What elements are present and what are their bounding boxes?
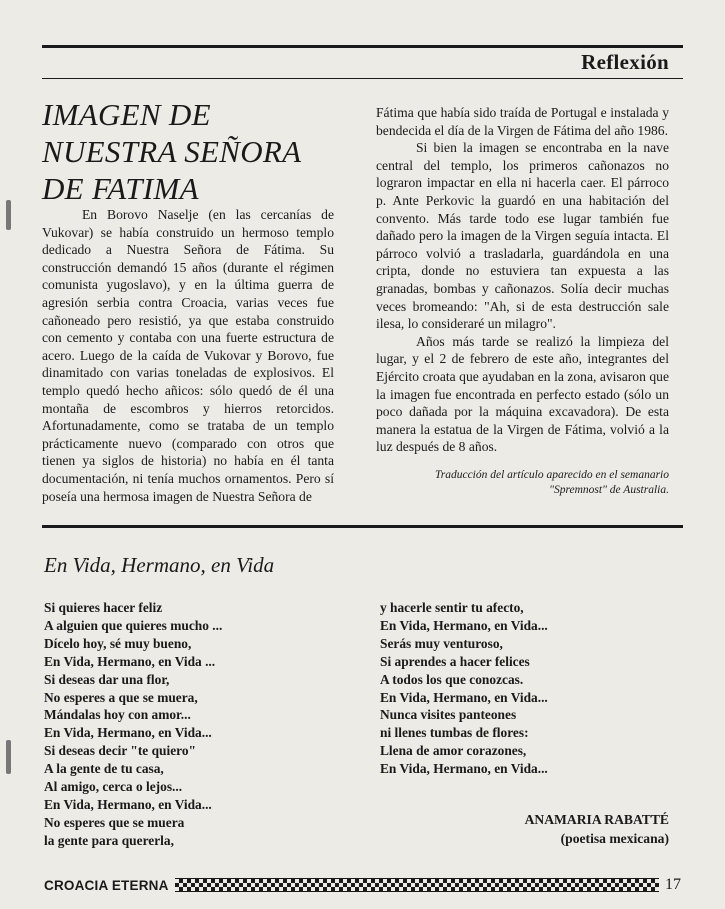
page-number: 17	[665, 876, 681, 893]
article-title	[42, 96, 362, 207]
poem-line: Llena de amor corazones,	[380, 743, 527, 759]
poem-line: Serás muy venturoso,	[380, 635, 503, 651]
poem-line: Dícelo hoy, sé muy bueno,	[44, 635, 192, 651]
poem-line: En Vida, Hermano, en Vida...	[44, 725, 212, 741]
binding-staple-top	[6, 200, 11, 230]
poem-author	[525, 810, 669, 848]
author-note: (poetisa mexicana)	[560, 831, 669, 846]
poem-line: Si aprendes a hacer felices	[380, 653, 530, 669]
poem-line: Mándalas hoy con amor...	[44, 707, 191, 723]
section-label: Reflexión	[581, 50, 669, 74]
top-rule	[42, 45, 683, 48]
poem-line: En Vida, Hermano, en Vida ...	[44, 653, 216, 669]
page-footer	[44, 874, 681, 896]
article-paragraph: Fátima que había sido traída de Portugal e instalada y bendecida el día de la Virgen de Fátima del año 1986.	[376, 105, 669, 138]
translation-credit	[349, 468, 669, 498]
article-paragraph: Si bien la imagen se encontraba en la nave central del templo, los primeros cañonazos no lograron impactar en ella ni hacerla caer. El párroco p. Ante Perkovic la guardó en una habitación del convento. Más tarde todo ese lugar también fue dañado pero la imagen de la Virgen seguía intacta. El párroco volvió a trasladarla, guardándola en una cripta, donde no estuviera tan expuesta a las granadas, bombas y cañonazos. Solía decir muchas veces bromeando: "Ah, si de esta destrucción sale ilesa, lo consideraré un milagro".	[376, 140, 669, 332]
poem-line: Al amigo, cerca o lejos...	[44, 779, 183, 795]
magazine-brand: CROACIA ETERNA	[44, 877, 169, 893]
credit-line: Traducción del artículo aparecido en el semanario	[434, 469, 669, 481]
poem-line: Si quieres hacer feliz	[44, 600, 163, 615]
poem-line: la gente para quererla,	[44, 832, 174, 848]
title-line: DE FATIMA	[42, 171, 199, 206]
checkerboard-band	[175, 878, 659, 892]
article-paragraph: En Borovo Naselje (en las cercanías de Vukovar) se había construido un hermoso templo dedicado a Nuestra Señora de Fátima. Su construcción demandó 15 años (durante el régimen comunista yugoslavo), y en la última guerra de agresión serbia contra Croacia, varias veces fue cañoneado pero resistió, ya que estaba construido con cemento y contaba con una fuerte estructura de acero. Luego de la caída de Vukovar y Borovo, fue dinamitado con varias toneladas de explosivos. El templo quedó hecho añicos: sólo quedó de él una montaña de escombros y hierros retorcidos. Afortunadamente, como se trataba de un templo prácticamente nuevo (comparado con otros que tienen ya siglos de historia) no había en él tanta documentación, ni tenía muchos ornamentos. Pero sí poseía una hermosa imagen de Nuestra Señora de	[42, 207, 334, 504]
poem-line: En Vida, Hermano, en Vida...	[380, 689, 548, 705]
header-rule	[42, 78, 683, 79]
binding-staple-bottom	[6, 740, 11, 774]
poem-line: A la gente de tu casa,	[44, 761, 164, 777]
author-name: ANAMARIA RABATTÉ	[524, 812, 669, 827]
section-divider	[42, 525, 683, 528]
poem-line: ni llenes tumbas de flores:	[380, 725, 529, 741]
poem-line: En Vida, Hermano, en Vida...	[380, 617, 548, 633]
poem-right-column	[380, 599, 548, 778]
credit-line: "Spremnost" de Australia.	[549, 484, 669, 496]
poem-line: Si deseas dar una flor,	[44, 671, 170, 687]
poem-line: En Vida, Hermano, en Vida...	[44, 796, 212, 812]
article-paragraph: Años más tarde se realizó la limpieza del lugar, y el 2 de febrero de este año, integrantes del Ejército croata que ayudaban en la zona, avisaron que la imagen fue encontrada en perfecto estado (sólo un poco dañada por la máquina excavadora). De esta manera la estatua de la Virgen de Fátima, volvió a la luz después de 8 años.	[376, 333, 669, 455]
poem-line: No esperes que se muera	[44, 814, 185, 830]
article-right-column	[376, 104, 669, 456]
poem-line: y hacerle sentir tu afecto,	[380, 600, 524, 615]
poem-line: En Vida, Hermano, en Vida...	[380, 761, 548, 777]
title-line: IMAGEN DE	[42, 97, 211, 132]
article-left-column	[42, 206, 334, 505]
title-line: NUESTRA SEÑORA	[42, 134, 302, 169]
poem-line: Si deseas decir "te quiero"	[44, 743, 196, 759]
poem-line: No esperes a que se muera,	[44, 689, 198, 705]
poem-line: Nunca visites panteones	[380, 707, 517, 723]
poem-line: A alguien que quieres mucho ...	[44, 617, 223, 633]
poem-title: En Vida, Hermano, en Vida	[44, 553, 275, 577]
poem-line: A todos los que conozcas.	[380, 671, 524, 687]
poem-left-column	[44, 599, 222, 850]
